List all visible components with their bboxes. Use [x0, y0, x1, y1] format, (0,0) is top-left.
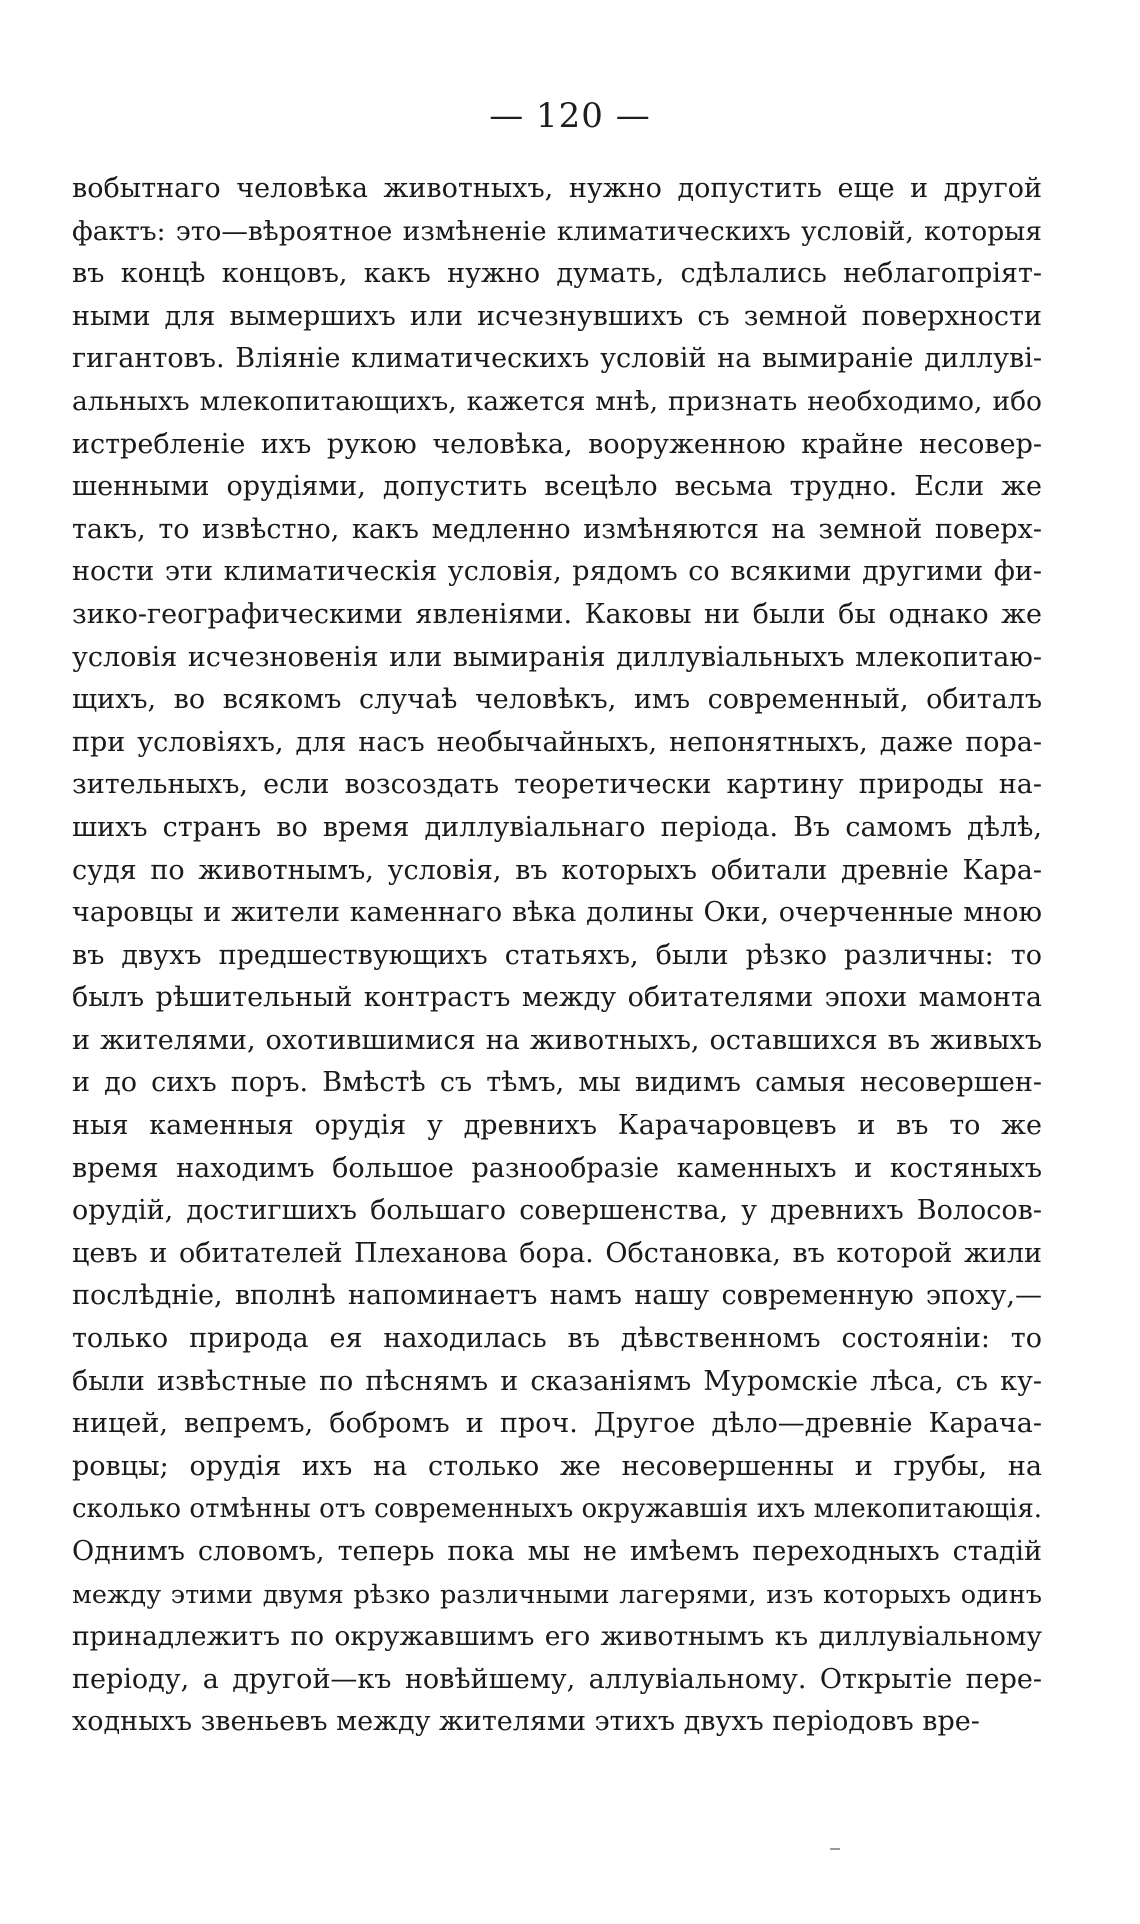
text-line: ходныхъ звеньевъ между жителями этихъ двухъ періодовъ вре- — [72, 1706, 980, 1738]
text-line: вобытнаго человѣка животныхъ, нужно допустить еще и другой — [72, 173, 1042, 204]
text-line: ницей, вепремъ, бобромъ и проч. Другое дѣло—древніе Карача- — [72, 1408, 1042, 1440]
text-line: орудій, достигшихъ большаго совершенства, у древнихъ Волосов- — [72, 1195, 1042, 1227]
text-line: періоду, а другой—къ новѣйшему, аллувіальному. Открытіе пере- — [72, 1663, 1042, 1695]
text-line: ными для вымершихъ или исчезнувшихъ съ земной поверхности — [72, 300, 1042, 332]
text-line: и до сихъ поръ. Вмѣстѣ съ тѣмъ, мы видимъ самыя несовершен- — [72, 1067, 1042, 1099]
text-line: шенными орудіями, допустить всецѣло весьма трудно. Если же — [72, 471, 1042, 503]
text-line: судя по животнымъ, условія, въ которыхъ обитали древніе Кара- — [72, 854, 1042, 886]
text-line: былъ рѣшительный контрастъ между обитателями эпохи мамонта — [72, 982, 1042, 1014]
page-number: — 120 — — [489, 96, 651, 136]
text-line: такъ, то извѣстно, какъ медленно измѣняются на земной поверх- — [72, 513, 1042, 545]
text-line: только природа ея находилась въ дѣвственномъ состояніи: то — [72, 1323, 1042, 1355]
text-line: истребленіе ихъ рукою человѣка, вооруженною крайне несовер- — [72, 428, 1042, 460]
text-line: между этими двумя рѣзко различными лагерями, изъ которыхъ одинъ — [72, 1579, 1042, 1610]
text-line: альныхъ млекопитающихъ, кажется мнѣ, признать необходимо, ибо — [72, 385, 1042, 417]
text-line: въ концѣ концовъ, какъ нужно думать, сдѣлались неблагопріят- — [72, 258, 1042, 290]
text-line: были извѣстные по пѣснямъ и сказаніямъ Муромскіе лѣса, съ ку- — [72, 1365, 1042, 1397]
text-line: условія исчезновенія или вымиранія диллувіальныхъ млекопитаю- — [72, 641, 1042, 673]
text-line: въ двухъ предшествующихъ статьяхъ, были рѣзко различны: то — [72, 939, 1042, 971]
text-line: гигантовъ. Вліяніе климатическихъ условій на вымираніе диллуві- — [72, 343, 1042, 375]
text-line: принадлежитъ по окружавшимъ его животнымъ къ диллувіальному — [72, 1621, 1042, 1653]
text-line: зико-географическими явленіями. Каковы ни были бы однако же — [72, 598, 1042, 630]
text-line: и жителями, охотившимися на животныхъ, оставшихся въ живыхъ — [72, 1024, 1042, 1056]
body-text — [72, 168, 1042, 1744]
text-line: ности эти климатическія условія, рядомъ со всякими другими фи- — [72, 556, 1042, 588]
text-line: Однимъ словомъ, теперь пока мы не имѣемъ переходныхъ стадій — [72, 1536, 1042, 1567]
text-line: ровцы; орудія ихъ на столько же несовершенны и грубы, на — [72, 1450, 1042, 1482]
text-line: при условіяхъ, для насъ необычайныхъ, непонятныхъ, даже пора- — [72, 726, 1042, 758]
text-line: ныя каменныя орудія у древнихъ Карачаровцевъ и въ то же — [72, 1110, 1042, 1142]
text-line: щихъ, во всякомъ случаѣ человѣкъ, имъ современный, обиталъ — [72, 684, 1042, 716]
text-line: послѣдніе, вполнѣ напоминаетъ намъ нашу современную эпоху,— — [72, 1280, 1042, 1312]
text-line: цевъ и обитателей Плеханова бора. Обстановка, въ которой жили — [72, 1237, 1042, 1269]
text-line: сколько отмѣнны отъ современныхъ окружавшія ихъ млекопитающія. — [72, 1494, 1042, 1525]
text-line: чаровцы и жители каменнаго вѣка долины Оки, очерченные мною — [72, 897, 1042, 929]
text-line: время находимъ большое разнообразіе каменныхъ и костяныхъ — [72, 1152, 1042, 1184]
scan-speck — [830, 1848, 840, 1850]
text-line: фактъ: это—вѣроятное измѣненіе климатическихъ условій, которыя — [72, 215, 1042, 247]
text-line: зительныхъ, если возсоздать теоретически картину природы на- — [72, 769, 1042, 801]
text-line: шихъ странъ во время диллувіальнаго періода. Въ самомъ дѣлѣ, — [72, 811, 1042, 843]
